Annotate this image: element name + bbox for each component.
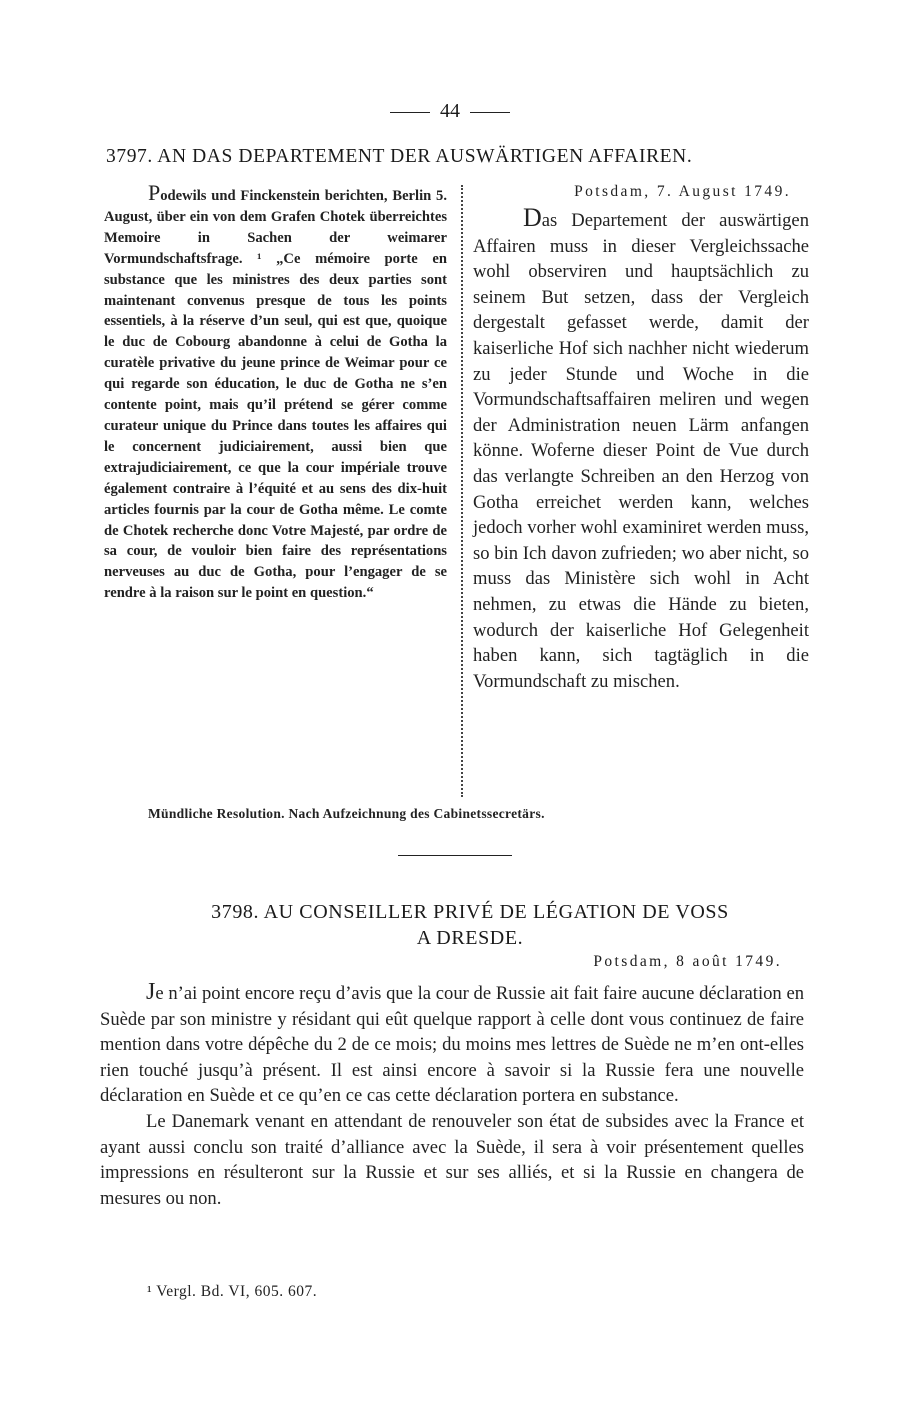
letter-3798-paragraph-1 <box>100 980 804 1109</box>
letter-3797-reply <box>473 183 809 694</box>
page-number <box>0 100 900 123</box>
body-dropcap: D <box>523 203 542 232</box>
letter-3798-paragraph-2: Le Danemark venant en attendant de renouveler son état de subsides avec la France et ayant aussi conclu son traité d’alliance avec la Suède, il sera à voir présentement quelles impressions en résulteront sur la Russie et sur ses alliés, et si la Russie en changera de mesures ou non. <box>100 1110 804 1209</box>
paragraph-1-text: e n’ai point encore reçu d’avis que la cour de Russie ait fait faire aucune déclaration en Suède par son ministre y résidant qui eût quelque rapport à celle dont vous continuez de faire mention dans votre dépêche du 2 de ce mois; du moins mes lettres de Suède ne m’en ont-elles rien touché jusqu’à présent. Il est ainsi encore à savoir si la Russie fera une nouvelle déclaration en Suède et ce qu’en ce cas cette déclaration portera en substance. <box>100 983 804 1107</box>
summary-dropcap: P <box>148 180 161 205</box>
page-number-dash-right <box>470 112 510 113</box>
letter-3798-heading-line2: A DRESDE. <box>416 927 524 949</box>
summary-text: odewils und Finckenstein berichten, Berlin 5. August, über ein von dem Grafen Chotek überreichtes Memoire in Sachen der weimarer Vormundschaftsfrage. ¹ „Ce mémoire porte en substance que les ministres des deux parties sont maintenant convenus presque de tous les points essentiels, à la réserve d’un seul, qui est que, quoique le duc de Cobourg abandonne à celui de Gotha la curatèle privative du jeune prince de Weimar pour ce qui regarde son éducation, le duc de Gotha ne s’en contente point, mais qu’il prétend se gérer comme curateur unique du Prince dans toutes les affaires qui le concernent judiciairement, aussi bien que extrajudiciairement, ce que la cour impériale trouve également contraire à l’équité et au sens des dix-huit articles fournis par la cour de Gotha même. Le comte de Chotek recherche donc Votre Majesté, par ordre de sa cour, de vouloir bien faire des représentations nerveuses au duc de Gotha, pour l’engager de se rendre à la raison sur le point en question.“ <box>104 188 447 602</box>
letter-3797-body <box>473 205 809 694</box>
page-number-text: 44 <box>440 100 460 122</box>
column-divider <box>461 185 463 797</box>
letter-3798-heading-line1: 3798. AU CONSEILLER PRIVÉ DE LÉGATION DE VOSS <box>211 901 729 923</box>
summary-paragraph <box>104 180 447 604</box>
letter-3797-heading: 3797. AN DAS DEPARTEMENT DER AUSWÄRTIGEN AFFAIREN. <box>106 146 693 167</box>
section-rule <box>398 855 512 856</box>
letter-3798-heading <box>120 899 820 951</box>
letter-3797-summary <box>104 180 447 604</box>
letter-3798-body <box>100 980 804 1211</box>
paragraph-1-dropcap: J <box>146 979 156 1005</box>
resolution-note: Mündliche Resolution. Nach Aufzeichnung des Cabinetssecretärs. <box>148 806 545 821</box>
letter-3798-dateline: Potsdam, 8 août 1749. <box>593 953 782 970</box>
body-text: as Departement der auswärtigen Affairen muss in dieser Vergleichssache wohl observiren und hauptsächlich zu seinem But setzen, dass der Vergleich dergestalt gefasset werde, damit der kaiserliche Hof sich nachher nicht wiederum zu jeder Stunde und Woche in die Vormundschaftsaffairen meliren und wegen der Administration neuen Lärm anfangen könne. Woferne dieser Point de Vue durch das verlangte Schreiben an den Herzog von Gotha erreichet werden kann, welches jedoch vorher wohl examiniret werden muss, so bin Ich davon zufrieden; wo aber nicht, so muss das Ministère sich wohl in Acht nehmen, zu etwas die Hände zu bieten, wodurch der kaiserliche Hof Gelegenheit haben kann, sich tagtäglich in die Vormundschaft zu mischen. <box>473 210 809 692</box>
letter-3797-dateline: Potsdam, 7. August 1749. <box>574 183 791 200</box>
page-number-dash-left <box>390 112 430 113</box>
footnote: ¹ Vergl. Bd. VI, 605. 607. <box>147 1283 318 1300</box>
